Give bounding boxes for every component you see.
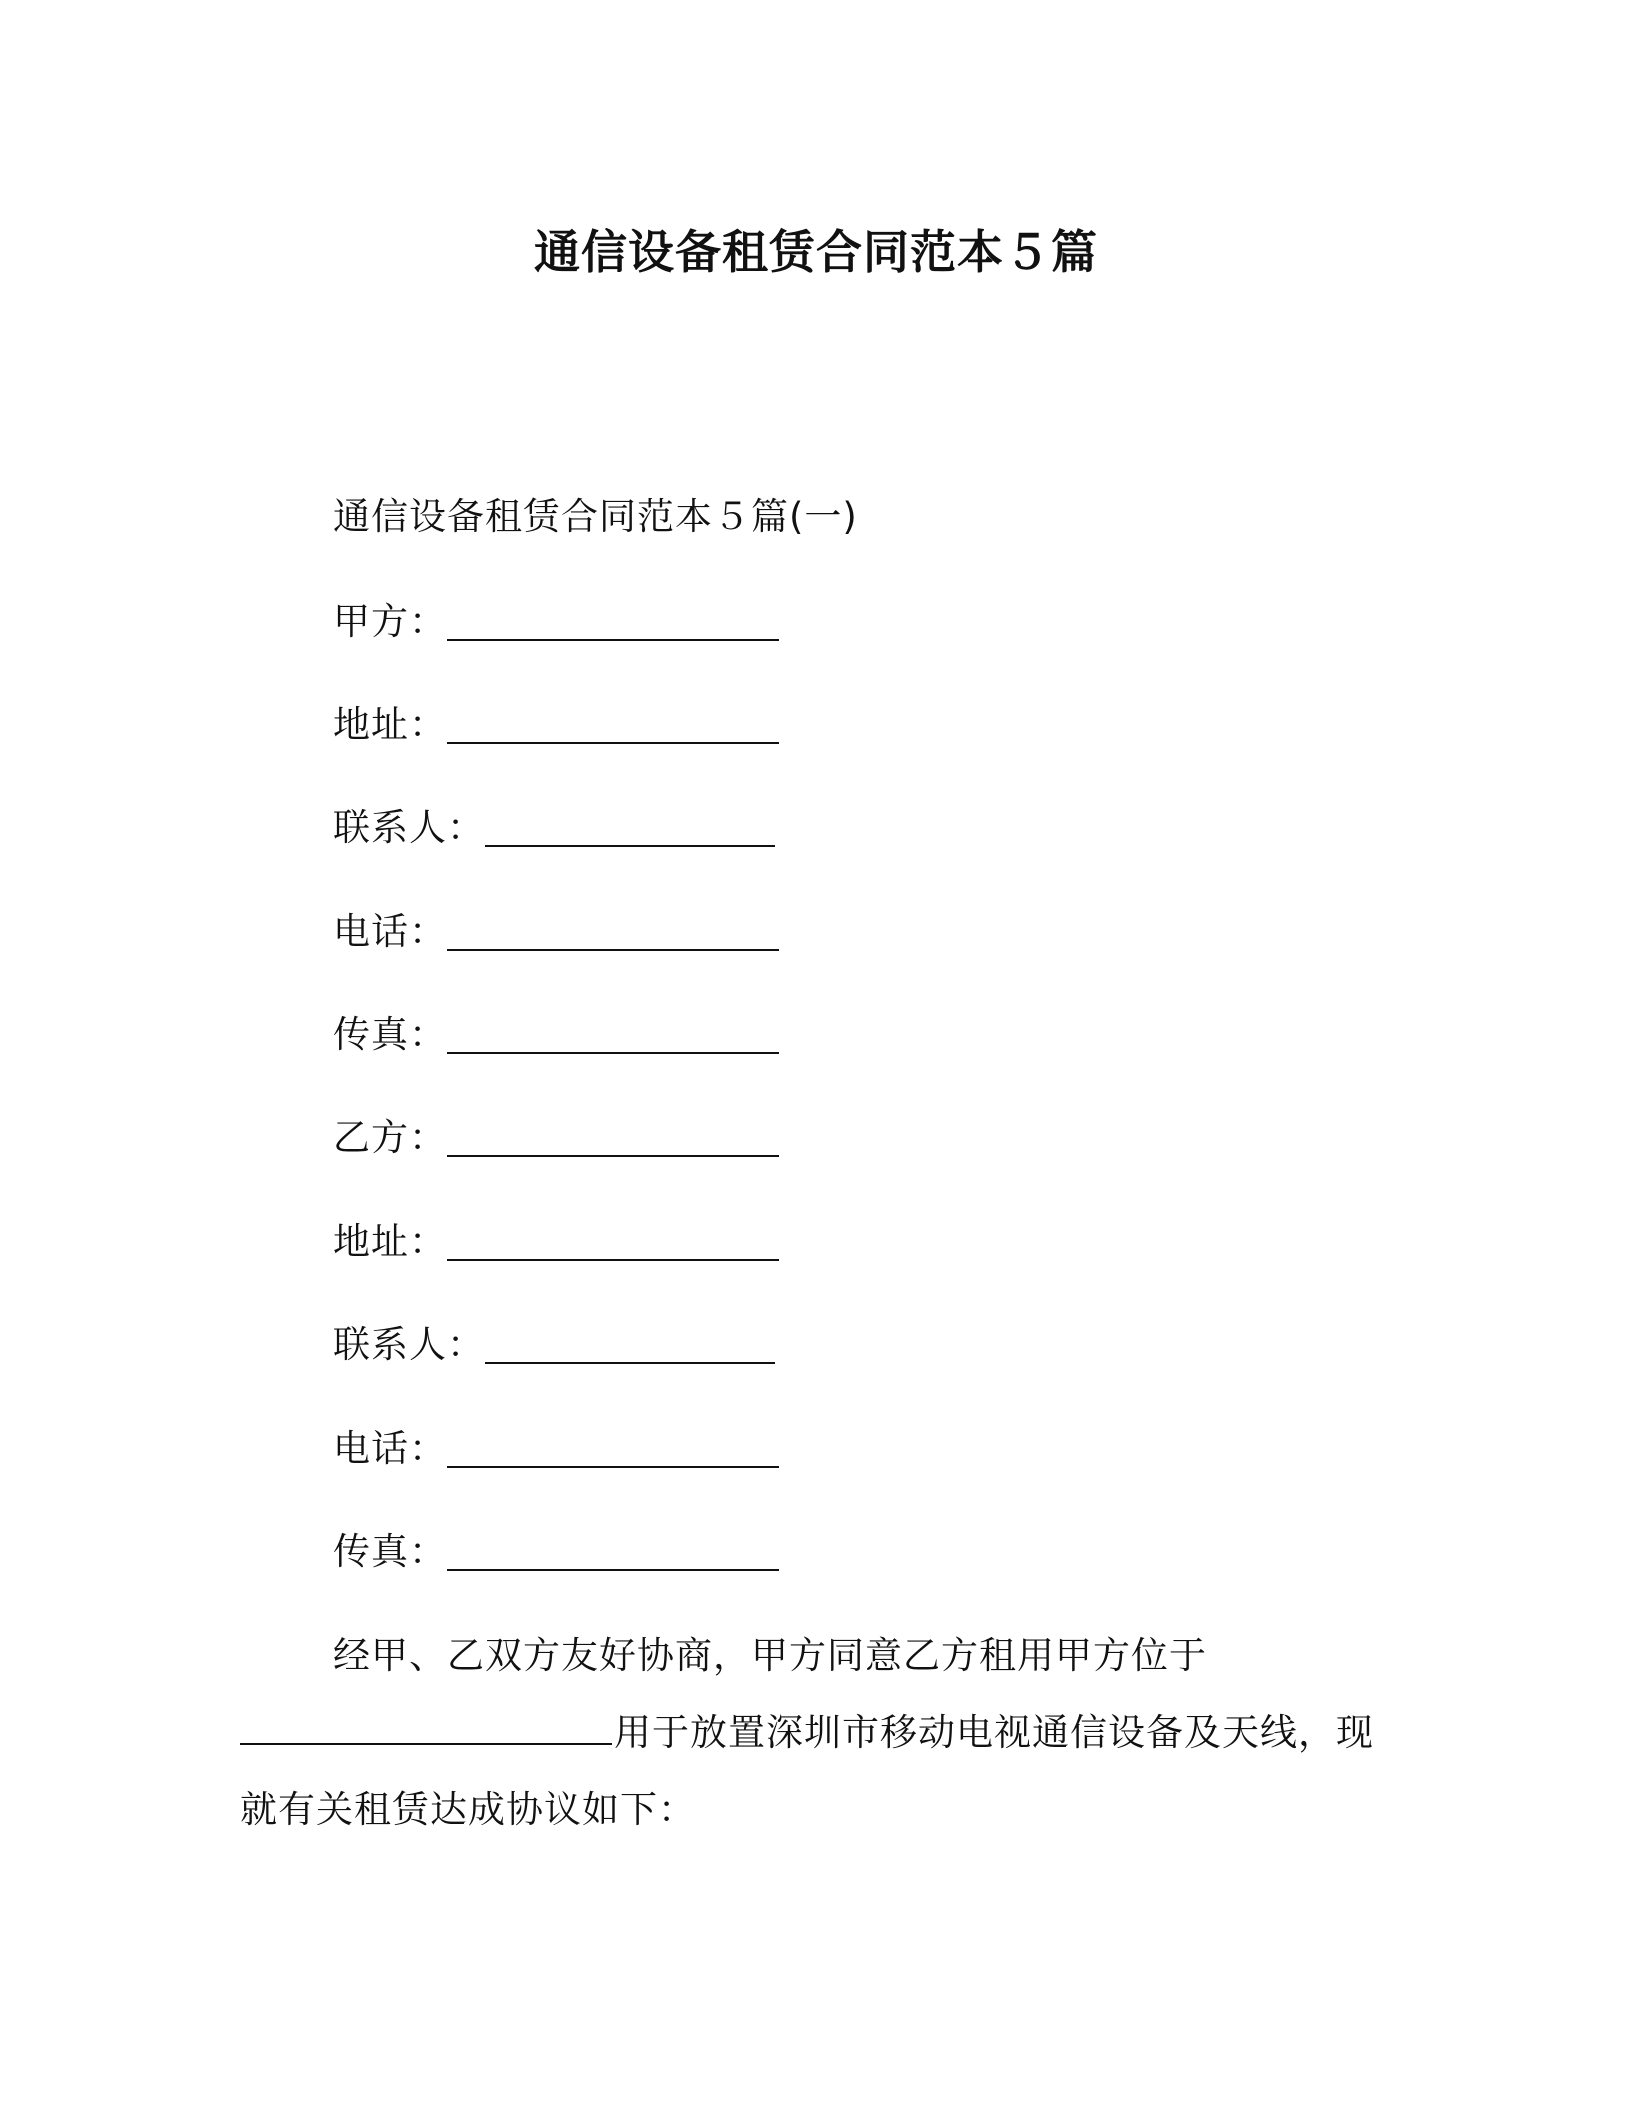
party-b-phone-label: 电话： (333, 1427, 447, 1470)
party-a-blank (447, 639, 779, 641)
party-a-fax-field (333, 1010, 779, 1060)
document-subtitle: 通信设备租赁合同范本５篇(一) (333, 495, 858, 538)
party-b-contact-blank (485, 1362, 775, 1364)
agreement-line-2: 用于放置深圳市移动电视通信设备及天线，现 (614, 1711, 1374, 1754)
party-a-address-field (333, 700, 779, 750)
party-b-label: 乙方： (333, 1116, 447, 1159)
party-a-contact-label: 联系人： (333, 806, 485, 849)
party-b-phone-field (333, 1424, 779, 1474)
party-a-label: 甲方： (333, 600, 447, 643)
agreement-line-1: 经甲、乙双方友好协商，甲方同意乙方租用甲方位于 (333, 1634, 1207, 1677)
location-blank (240, 1743, 612, 1745)
party-b-fax-field (333, 1527, 779, 1577)
party-b-blank (447, 1155, 779, 1157)
party-a-fax-blank (447, 1052, 779, 1054)
document-title: 通信设备租赁合同范本５篇 (534, 225, 1098, 279)
party-a-phone-blank (447, 949, 779, 951)
party-b-contact-label: 联系人： (333, 1323, 485, 1366)
party-b-fax-label: 传真： (333, 1530, 447, 1573)
party-a-address-blank (447, 742, 779, 744)
party-b-address-blank (447, 1259, 779, 1261)
party-b-contact-field (333, 1320, 775, 1370)
party-a-field (333, 597, 779, 647)
agreement-line-3: 就有关租赁达成协议如下： (240, 1788, 696, 1831)
party-b-phone-blank (447, 1466, 779, 1468)
party-b-fax-blank (447, 1569, 779, 1571)
party-a-contact-blank (485, 845, 775, 847)
party-a-contact-field (333, 803, 775, 853)
party-a-fax-label: 传真： (333, 1013, 447, 1056)
party-b-field (333, 1113, 779, 1163)
party-a-address-label: 地址： (333, 703, 447, 746)
party-b-address-label: 地址： (333, 1220, 447, 1263)
party-a-phone-field (333, 907, 779, 957)
party-b-address-field (333, 1217, 779, 1267)
agreement-line-2-wrapper (240, 1708, 1374, 1758)
party-a-phone-label: 电话： (333, 910, 447, 953)
